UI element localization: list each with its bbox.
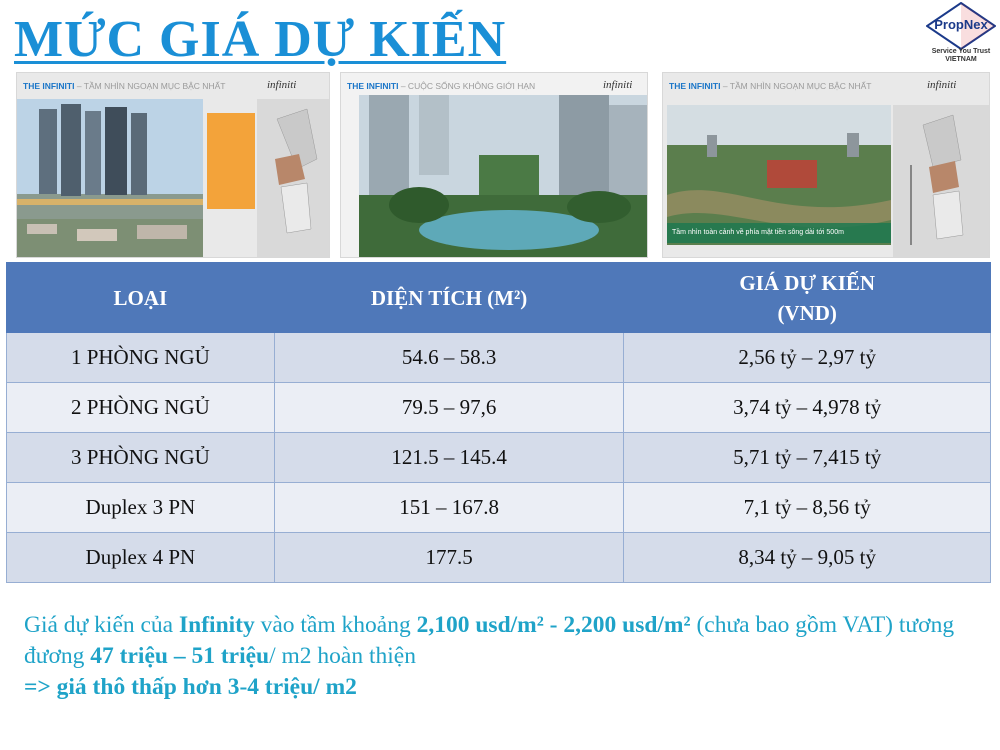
cell-price: 8,34 tỷ – 9,05 tỷ	[624, 533, 991, 583]
logo-name: PropNex	[934, 17, 988, 32]
page-title: MỨC GIÁ DỰ KIẾN	[14, 11, 507, 68]
cell-area: 151 – 167.8	[274, 483, 624, 533]
header-type: LOẠI	[7, 263, 275, 333]
cell-type: 1 PHÒNG NGỦ	[7, 333, 275, 383]
slide-header: THE INFINITI – TẦM NHÌN NGOẠN MỤC BẬC NHẤT	[669, 81, 872, 91]
slide-header: THE INFINITI – CUỘC SỐNG KHÔNG GIỚI HẠN	[347, 81, 536, 91]
site-map	[257, 99, 330, 258]
resort-pool-photo	[359, 95, 648, 258]
cell-price: 2,56 tỷ – 2,97 tỷ	[624, 333, 991, 383]
cell-area: 54.6 – 58.3	[274, 333, 624, 383]
propnex-logo	[926, 2, 996, 68]
cell-price: 7,1 tỷ – 8,56 tỷ	[624, 483, 991, 533]
slide-thumbnail-1	[16, 72, 330, 258]
cell-area: 121.5 – 145.4	[274, 433, 624, 483]
price-table	[6, 262, 991, 583]
slide-signature: infiniti	[927, 79, 957, 91]
table-row	[7, 533, 991, 583]
price-note: Giá dự kiến của Infinity vào tầm khoảng 2,100 usd/m² - 2,200 usd/m² (chưa bao gồm VAT) tương đương 47 triệu – 51 triệu/ m2 hoàn thiện => giá thô thấp hơn 3-4 triệu/ m2	[24, 612, 955, 700]
slide-thumbnail-2	[340, 72, 648, 258]
table-row	[7, 483, 991, 533]
slide-signature: infiniti	[267, 79, 297, 91]
photo-caption: Tầm nhìn toàn cảnh về phía mặt tiền sông dài tới 500m	[667, 223, 891, 243]
cell-price: 5,71 tỷ – 7,415 tỷ	[624, 433, 991, 483]
header-area: DIỆN TÍCH (M²)	[274, 263, 624, 333]
table-header-row	[7, 263, 991, 333]
highlight-box	[207, 113, 255, 209]
cell-type: 2 PHÒNG NGỦ	[7, 383, 275, 433]
cell-area: 177.5	[274, 533, 624, 583]
slide-signature: infiniti	[603, 79, 633, 91]
table-row	[7, 333, 991, 383]
slide-header: THE INFINITI – TẦM NHÌN NGOẠN MỤC BẬC NHẤT	[23, 81, 226, 91]
site-map	[893, 105, 990, 258]
cell-type: Duplex 4 PN	[7, 533, 275, 583]
header-price: GIÁ DỰ KIẾN (VND)	[624, 263, 991, 333]
table-row	[7, 433, 991, 483]
cell-area: 79.5 – 97,6	[274, 383, 624, 433]
table-row	[7, 383, 991, 433]
cell-type: 3 PHÒNG NGỦ	[7, 433, 275, 483]
skyline-photo	[17, 99, 203, 258]
logo-tagline: Service You Trust VIETNAM	[931, 48, 991, 63]
slide-thumbnail-3	[662, 72, 990, 258]
cell-price: 3,74 tỷ – 4,978 tỷ	[624, 383, 991, 433]
cell-type: Duplex 3 PN	[7, 483, 275, 533]
conclusion-text: => giá thô thấp hơn 3-4 triệu/ m2	[24, 674, 357, 700]
